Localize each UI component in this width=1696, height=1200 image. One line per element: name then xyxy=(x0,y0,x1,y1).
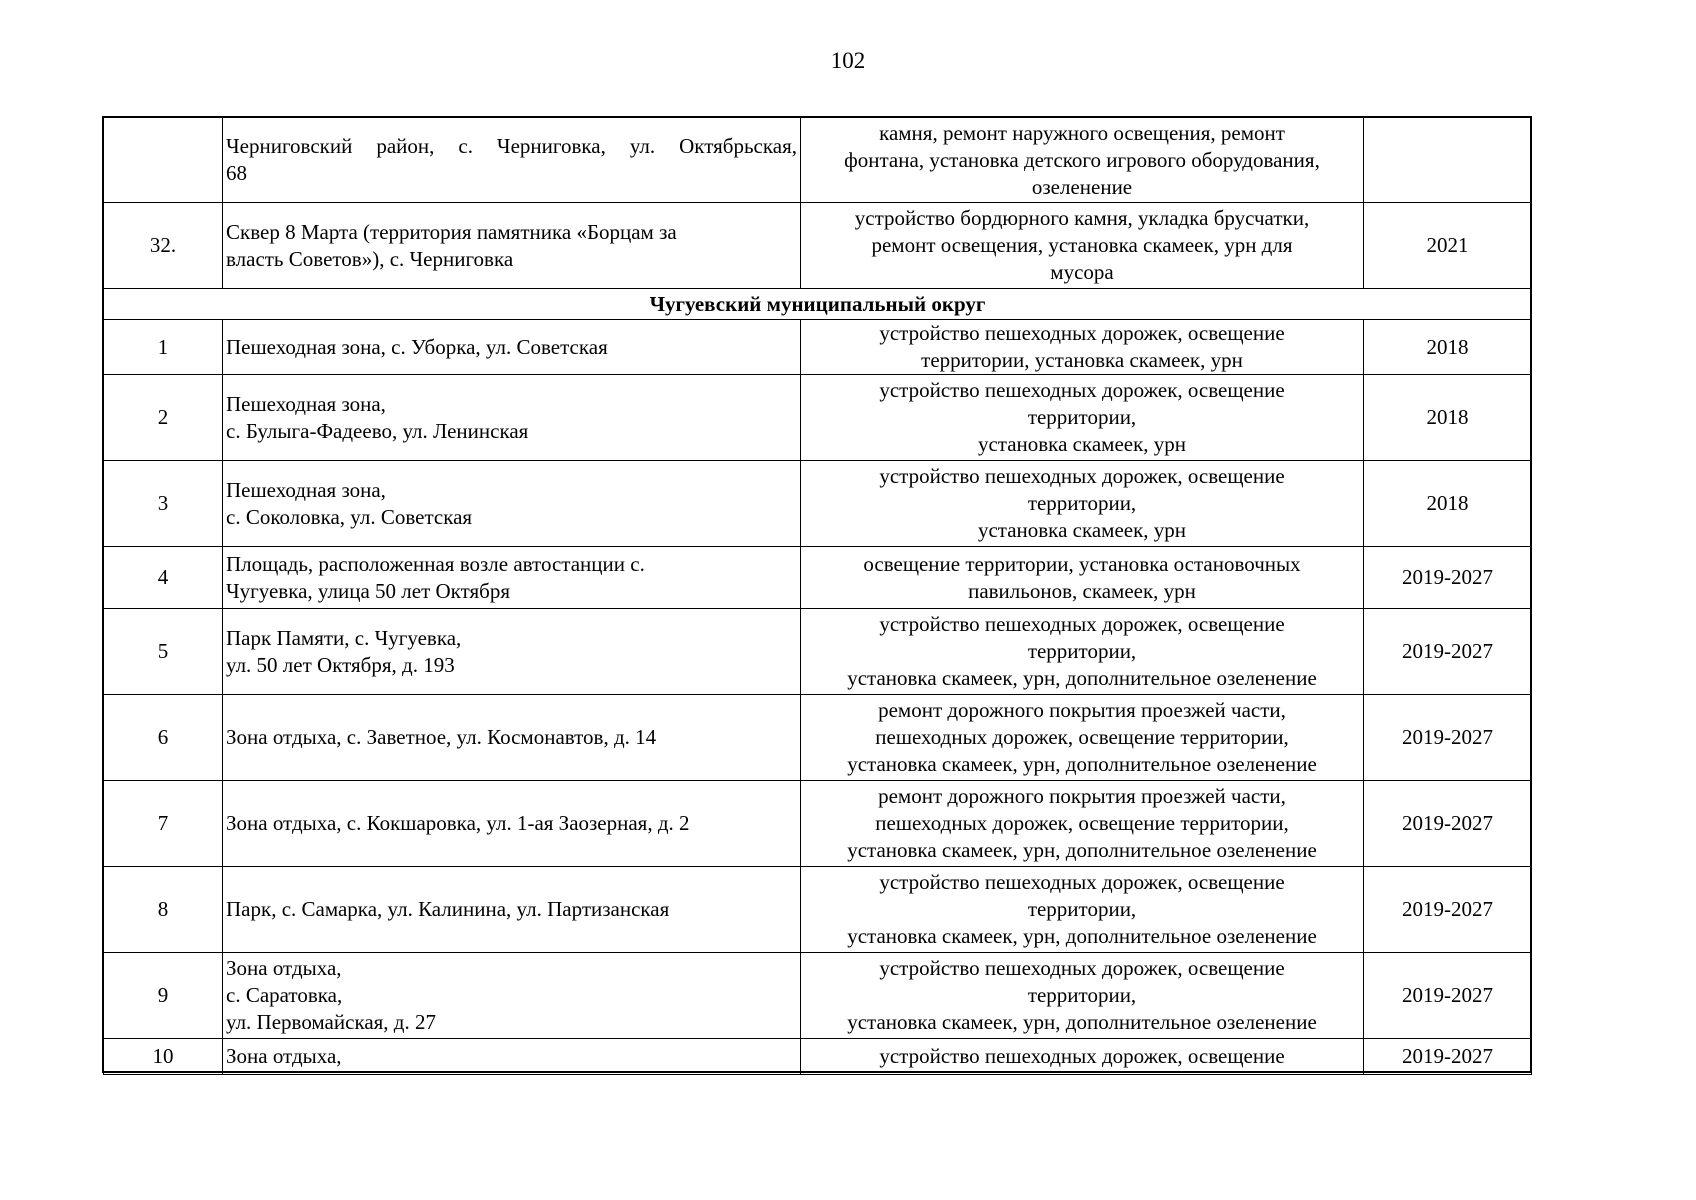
year-cell: 2019-2027 xyxy=(1364,547,1532,609)
row-number xyxy=(104,118,223,203)
location-cell xyxy=(223,867,801,953)
table-row xyxy=(104,461,1532,547)
cell-line: пешеходных дорожек, освещение территории, xyxy=(875,725,1289,749)
year-cell: 2018 xyxy=(1364,461,1532,547)
cell-line: ремонт освещения, установка скамеек, урн для xyxy=(871,233,1293,257)
table-row xyxy=(104,203,1532,289)
works-cell xyxy=(801,1039,1364,1075)
cell-line: с. Булыга-Фадеево, ул. Ленинская xyxy=(226,418,529,443)
year-cell: 2019-2027 xyxy=(1364,867,1532,953)
location-cell xyxy=(223,953,801,1039)
cell-line: Зона отдыха, с. Заветное, ул. Космонавтов, д. 14 xyxy=(226,725,657,749)
cell-line: Черниговский район, с. Черниговка, ул. Октябрьская, xyxy=(226,134,797,158)
works-cell xyxy=(801,609,1364,695)
cell-line: территории, xyxy=(1027,639,1137,663)
cell-line: установка скамеек, урн, дополнительное озеленение xyxy=(847,1010,1317,1034)
year-cell: 2019-2027 xyxy=(1364,781,1532,867)
year-cell: 2019-2027 xyxy=(1364,1039,1532,1075)
table-row xyxy=(104,781,1532,867)
cell-line: устройство пешеходных дорожек, освещение xyxy=(879,464,1285,488)
year-cell: 2018 xyxy=(1364,375,1532,461)
year-cell: 2019-2027 xyxy=(1364,695,1532,781)
cell-line: Зона отдыха, xyxy=(226,956,342,980)
table-row xyxy=(104,953,1532,1039)
location-cell xyxy=(223,609,801,695)
table-row xyxy=(104,320,1532,375)
improvement-objects-table xyxy=(103,117,1532,1075)
location-cell xyxy=(223,375,801,461)
row-number: 3 xyxy=(104,461,223,547)
row-number: 6 xyxy=(104,695,223,781)
cell-line: территории, xyxy=(1027,491,1137,515)
cell-line: установка скамеек, урн, дополнительное озеленение xyxy=(847,838,1317,862)
works-cell xyxy=(801,375,1364,461)
year-cell: 2019-2027 xyxy=(1364,609,1532,695)
cell-line: Пешеходная зона, с. Уборка, ул. Советская xyxy=(226,334,608,359)
works-cell xyxy=(801,320,1364,375)
table-row xyxy=(104,1039,1532,1075)
cell-line: Пешеходная зона, xyxy=(226,477,386,502)
section-title: Чугуевский муниципальный округ xyxy=(104,289,1532,320)
section-row xyxy=(104,289,1532,320)
works-cell xyxy=(801,781,1364,867)
year-cell: 2021 xyxy=(1364,203,1532,289)
cell-line: ул. Первомайская, д. 27 xyxy=(226,1010,436,1034)
cell-line: территории, xyxy=(1027,983,1137,1007)
cell-line: устройство бордюрного камня, укладка брусчатки, xyxy=(854,206,1310,230)
cell-line: установка скамеек, урн, дополнительное озеленение xyxy=(847,666,1317,690)
cell-line: Чугуевка, улица 50 лет Октября xyxy=(226,578,511,603)
works-cell xyxy=(801,867,1364,953)
cell-line: устройство пешеходных дорожек, освещение xyxy=(879,1044,1285,1068)
cell-line: мусора xyxy=(1050,260,1114,284)
location-cell xyxy=(223,1039,801,1075)
table-row xyxy=(104,118,1532,203)
table-row xyxy=(104,867,1532,953)
works-cell xyxy=(801,203,1364,289)
year-cell xyxy=(1364,118,1532,203)
row-number: 7 xyxy=(104,781,223,867)
cell-line: ремонт дорожного покрытия проезжей части, xyxy=(878,698,1286,722)
cell-line: павильонов, скамеек, урн xyxy=(968,578,1196,603)
cell-line: Площадь, расположенная возле автостанции с. xyxy=(226,551,645,576)
location-cell xyxy=(223,461,801,547)
year-cell: 2018 xyxy=(1364,320,1532,375)
table-row xyxy=(104,609,1532,695)
cell-line: пешеходных дорожек, освещение территории, xyxy=(875,811,1289,835)
row-number: 2 xyxy=(104,375,223,461)
works-cell xyxy=(801,118,1364,203)
row-number: 4 xyxy=(104,547,223,609)
cell-line: устройство пешеходных дорожек, освещение xyxy=(879,612,1285,636)
cell-line: устройство пешеходных дорожек, освещение xyxy=(879,956,1285,980)
table-body xyxy=(104,118,1532,1075)
cell-line: территории, xyxy=(1027,405,1137,429)
cell-line: установка скамеек, урн, дополнительное озеленение xyxy=(847,924,1317,948)
works-cell xyxy=(801,953,1364,1039)
cell-line: Парк, с. Самарка, ул. Калинина, ул. Партизанская xyxy=(226,897,670,921)
table-row xyxy=(104,375,1532,461)
table-row xyxy=(104,547,1532,609)
location-cell xyxy=(223,320,801,375)
works-cell xyxy=(801,695,1364,781)
year-cell: 2019-2027 xyxy=(1364,953,1532,1039)
cell-line: с. Саратовка, xyxy=(226,983,343,1007)
works-cell xyxy=(801,547,1364,609)
cell-line: освещение территории, установка остановочных xyxy=(863,551,1301,576)
cell-line: камня, ремонт наружного освещения, ремонт xyxy=(879,120,1285,145)
cell-line: 68 xyxy=(226,161,247,185)
location-cell xyxy=(223,118,801,203)
cell-line: установка скамеек, урн xyxy=(977,518,1187,542)
cell-line: ремонт дорожного покрытия проезжей части, xyxy=(878,784,1286,808)
cell-line: Пешеходная зона, xyxy=(226,391,386,416)
row-number: 32. xyxy=(104,203,223,289)
cell-line: Зона отдыха, xyxy=(226,1044,342,1068)
location-cell xyxy=(223,547,801,609)
row-number: 5 xyxy=(104,609,223,695)
cell-line: фонтана, установка детского игрового оборудования, xyxy=(844,147,1320,172)
cell-line: ул. 50 лет Октября, д. 193 xyxy=(226,652,455,677)
cell-line: территории, установка скамеек, урн xyxy=(921,348,1243,372)
cell-line: Парк Памяти, с. Чугуевка, xyxy=(226,625,462,650)
location-cell xyxy=(223,203,801,289)
cell-line: власть Советов»), с. Черниговка xyxy=(226,246,514,271)
cell-line: Сквер 8 Марта (территория памятника «Борцам за xyxy=(226,219,677,244)
location-cell xyxy=(223,695,801,781)
cell-line: территории, xyxy=(1027,897,1137,921)
row-number: 9 xyxy=(104,953,223,1039)
location-cell xyxy=(223,781,801,867)
cell-line: озеленение xyxy=(1031,174,1133,199)
cell-line: устройство пешеходных дорожек, освещение xyxy=(879,870,1285,894)
cell-line: установка скамеек, урн, дополнительное озеленение xyxy=(847,752,1317,776)
row-number: 1 xyxy=(104,320,223,375)
row-number: 8 xyxy=(104,867,223,953)
cell-line: Зона отдыха, с. Кокшаровка, ул. 1-ая Заозерная, д. 2 xyxy=(226,811,690,835)
cell-line: устройство пешеходных дорожек, освещение xyxy=(879,378,1285,402)
page-number: 102 xyxy=(830,48,866,73)
row-number: 10 xyxy=(104,1039,223,1075)
cell-line: установка скамеек, урн xyxy=(977,432,1187,456)
works-cell xyxy=(801,461,1364,547)
table-row xyxy=(104,695,1532,781)
cell-line: устройство пешеходных дорожек, освещение xyxy=(879,321,1285,345)
cell-line: с. Соколовка, ул. Советская xyxy=(226,504,473,529)
